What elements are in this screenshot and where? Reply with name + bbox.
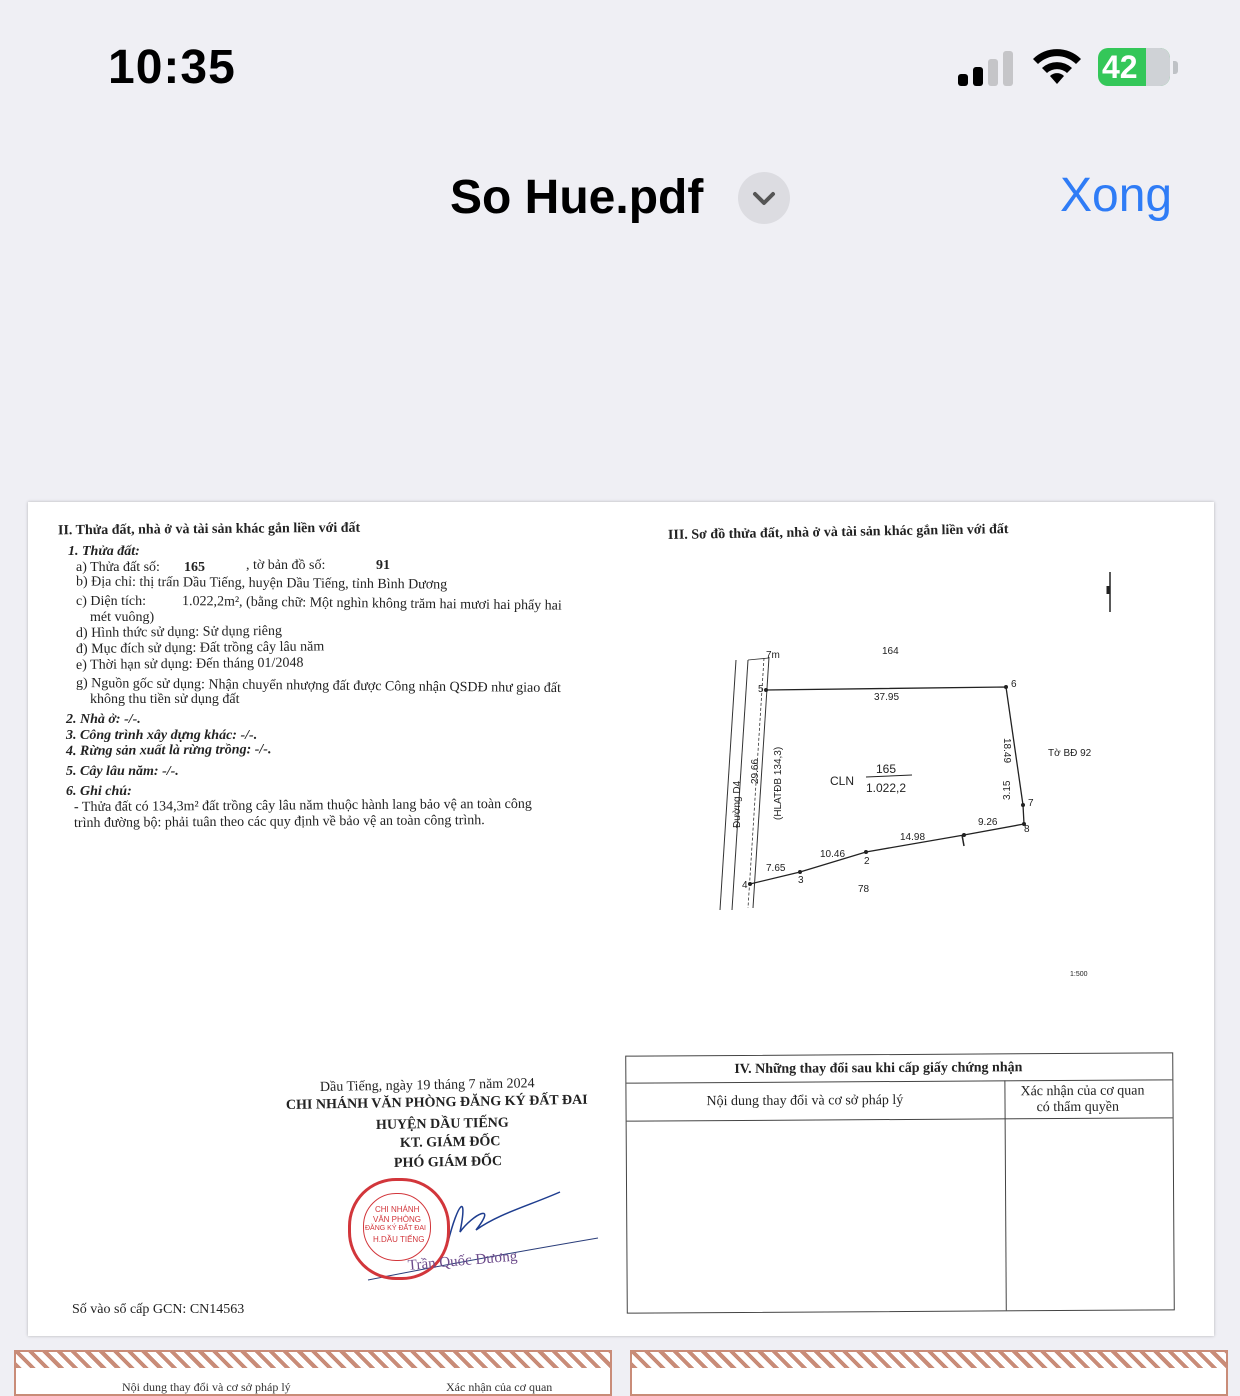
signer-role: KT. GIÁM ĐỐC bbox=[399, 1134, 501, 1151]
point-5 bbox=[764, 688, 768, 692]
land-code-label: CLN bbox=[830, 774, 855, 788]
map-sheet-value: 91 bbox=[376, 558, 390, 573]
scale-label: 1:500 bbox=[1070, 971, 1088, 978]
item-notes: 6. Ghi chú: bbox=[66, 784, 132, 799]
battery-icon bbox=[1098, 48, 1180, 88]
parcel-number-diagram: 165 bbox=[876, 762, 897, 776]
point-4 bbox=[748, 882, 752, 886]
area-value-cont: mét vuông) bbox=[90, 610, 155, 625]
point-3 bbox=[798, 870, 802, 874]
parcel-number-value: 165 bbox=[184, 560, 205, 575]
changes-column-header: Nội dung thay đổi và cơ sở pháp lý bbox=[706, 1092, 904, 1110]
neighbor-bottom-label: 78 bbox=[858, 884, 870, 895]
edge-label: 7.65 bbox=[766, 863, 786, 874]
map-sheet-label: , tờ bản đồ số: bbox=[246, 558, 326, 573]
usage-purpose: đ) Mục đích sử dụng: Đất trồng cây lâu năm bbox=[75, 639, 325, 657]
point-label: 7 bbox=[1028, 798, 1034, 809]
registry-number: Số vào sổ cấp GCN: CN14563 bbox=[72, 1302, 245, 1317]
item-perennial: 5. Cây lâu năm: -/-. bbox=[66, 764, 179, 779]
edge-label: 14.98 bbox=[900, 832, 926, 843]
page-thumbnail[interactable]: Nội dung thay đổi và cơ sở pháp lý Xác nhận của cơ quan bbox=[14, 1350, 612, 1396]
edge-label: 10.46 bbox=[820, 849, 846, 860]
title-menu-button[interactable] bbox=[738, 172, 790, 224]
usage-origin-cont: không thu tiền sử dụng đất bbox=[90, 692, 240, 707]
approval-column-header: Xác nhận của cơ quan bbox=[1020, 1083, 1145, 1100]
status-bar bbox=[0, 0, 1240, 130]
usage-origin: g) Nguồn gốc sử dụng: Nhận chuyển nhượng đất được Công nhận QSDĐ như giao đất bbox=[75, 676, 561, 697]
section2-sub1: 1. Thửa đất: bbox=[68, 544, 140, 559]
cellular-signal-icon bbox=[958, 50, 1014, 86]
approval-column-header-2: có thẩm quyền bbox=[1036, 1099, 1120, 1116]
document-title[interactable]: So Hue.pdf bbox=[450, 171, 704, 224]
west-length-label: 29.66 bbox=[750, 758, 761, 784]
chevron-down-icon bbox=[738, 172, 790, 224]
issuing-org-district: HUYỆN DẦU TIẾNG bbox=[375, 1115, 509, 1133]
edge-label: 18.49 bbox=[1001, 738, 1012, 764]
item-house: 2. Nhà ở: -/-. bbox=[66, 712, 141, 727]
pdf-page[interactable] bbox=[28, 502, 1214, 1336]
point-6 bbox=[1004, 685, 1008, 689]
edge-label: 3.15 bbox=[1002, 780, 1013, 800]
point-label: 3 bbox=[798, 875, 804, 886]
clock: 10:35 bbox=[108, 41, 236, 94]
section4-heading: IV. Những thay đổi sau khi cấp giấy chứng nhận bbox=[734, 1060, 1023, 1078]
point-label: 5 bbox=[758, 684, 764, 695]
point-2 bbox=[864, 850, 868, 854]
note-line-1: - Thửa đất có 134,3m² đất trồng cây lâu năm thuộc hành lang bảo vệ an toàn công bbox=[73, 796, 532, 815]
point-label: 6 bbox=[1011, 679, 1017, 690]
neighbor-top-label: 164 bbox=[882, 646, 899, 657]
point-label: 2 bbox=[864, 856, 870, 867]
point-label: 4 bbox=[742, 880, 748, 891]
wifi-icon bbox=[1030, 46, 1084, 86]
section3-heading: III. Sơ đồ thửa đất, nhà ở và tài sản khác gắn liền với đất bbox=[667, 522, 1009, 543]
page-thumbnail[interactable] bbox=[630, 1350, 1228, 1396]
neighbor-right-label: Tờ BĐ 92 bbox=[1048, 748, 1092, 759]
item-forest: 4. Rừng sản xuất là rừng trồng: -/-. bbox=[65, 742, 272, 759]
area-value: 1.022,2m², (bằng chữ: Một nghìn không trăm hai mươi hai phẩy hai bbox=[181, 594, 562, 614]
signer-role-deputy: PHÓ GIÁM ĐỐC bbox=[393, 1154, 503, 1171]
edge-label: 37.95 bbox=[874, 692, 900, 703]
usage-form: d) Hình thức sử dụng: Sử dụng riêng bbox=[75, 623, 282, 641]
place-date: Dầu Tiếng, ngày 19 tháng 7 năm 2024 bbox=[319, 1076, 535, 1095]
road-name-label: Đường D4 bbox=[732, 780, 743, 828]
road-width-label: 7m bbox=[766, 650, 780, 661]
point-7 bbox=[1021, 803, 1025, 807]
point-label: 8 bbox=[1024, 824, 1030, 835]
note-line-2: trình đường bộ: phải tuân theo các quy định về bảo vệ an toàn công trình. bbox=[73, 813, 485, 831]
parcel-area-diagram: 1.022,2 bbox=[866, 781, 907, 795]
corridor-label: (HLATĐB 134,3) bbox=[773, 746, 784, 820]
area-label: c) Diện tích: bbox=[76, 594, 146, 609]
battery-percent: 42 bbox=[1102, 49, 1138, 85]
done-button[interactable]: Xong bbox=[1060, 169, 1173, 222]
issuing-org: CHI NHÁNH VĂN PHÒNG ĐĂNG KÝ ĐẤT ĐAI bbox=[285, 1092, 588, 1113]
address-line: b) Địa chỉ: thị trấn Dầu Tiếng, huyện Dầu Tiếng, tỉnh Bình Dương bbox=[75, 574, 448, 593]
edge-label: 9.26 bbox=[978, 817, 998, 828]
parcel-number-label: a) Thửa đất số: bbox=[76, 560, 160, 575]
usage-term: e) Thời hạn sử dụng: Đến tháng 01/2048 bbox=[75, 655, 304, 673]
item-other-works: 3. Công trình xây dựng khác: -/-. bbox=[66, 728, 258, 743]
changes-table bbox=[625, 1052, 1175, 1313]
signer-name: Trần Quốc Dương bbox=[407, 1248, 518, 1274]
section2-heading: II. Thửa đất, nhà ở và tài sản khác gắn liền với đất bbox=[57, 520, 361, 539]
signature-mark bbox=[448, 1192, 560, 1242]
official-stamp: CHI NHÁNH VĂN PHÒNG ĐĂNG KÝ ĐẤT ĐAI H.DẦU TIẾNG bbox=[348, 1178, 450, 1280]
